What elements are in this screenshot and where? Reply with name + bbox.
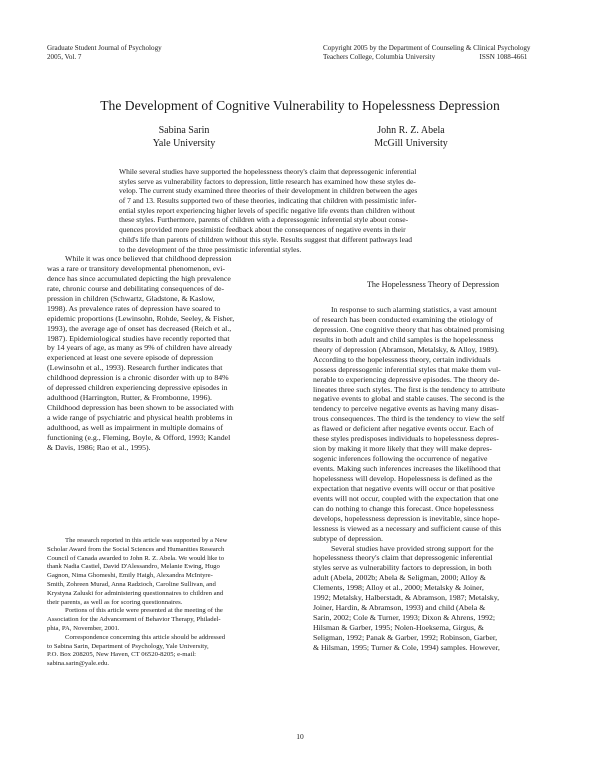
page-number: 10 bbox=[296, 732, 304, 741]
body-text-line: Several studies have provided strong support for the bbox=[331, 543, 494, 553]
body-text-line: Joiner, Hardin, & Abramson, 1993) and child (Abela & bbox=[313, 603, 486, 613]
running-header-left bbox=[47, 44, 162, 62]
body-text-line: adulthood (Harrington, Rutter, & Frombonne, 1996). bbox=[47, 393, 212, 403]
body-text-line: & Hilsman, 1995; Turner & Cole, 1994) samples. However, bbox=[313, 642, 500, 652]
body-text-line: Hilsman & Garber, 1995; Nolen-Hoeksema, Girgus, & bbox=[313, 623, 484, 632]
body-text-line: tendency to perceive negative events as having many disas- bbox=[313, 404, 499, 414]
body-column-right bbox=[313, 305, 553, 653]
body-text-line: expectation that negative events will occur or that positive bbox=[313, 483, 495, 493]
body-text-line: adult (Abela, 2002b; Abela & Seligman, 2000; Alloy & bbox=[313, 573, 486, 583]
body-text-line: subtype of depression. bbox=[313, 533, 383, 543]
body-text-line: sogenic inferences following the occurrence of negative bbox=[313, 454, 488, 464]
body-text-line: trous consequences. The third is the tendency to view the self bbox=[313, 414, 505, 424]
body-text-line: nerable to experiencing depressive episodes. The theory de- bbox=[313, 374, 500, 384]
journal-volume: 2005, Vol. 7 bbox=[47, 53, 82, 61]
body-text-line: adulthood, as well as impairment in multiple domains of bbox=[47, 422, 224, 432]
author-block-2 bbox=[331, 124, 491, 150]
body-text-line: lineates three such styles. The first is the tendency to attribute bbox=[313, 384, 506, 394]
author-affiliation: Yale University bbox=[152, 138, 216, 149]
body-text-line: Clements, 1998; Alloy et al., 2000; Metalsky & Joiner, bbox=[313, 583, 484, 593]
body-text-line: develops, hopelessness depression is inevitable, since hope- bbox=[313, 513, 500, 523]
body-text-line: Sarin, 2002; Cole & Turner, 1993; Dixon & Ahrens, 1992; bbox=[313, 613, 496, 623]
footnote-line: Portions of this article were presented at the meeting of the bbox=[65, 607, 223, 615]
body-text-line: of depressed children experiencing depressive episodes in bbox=[47, 383, 228, 393]
footnote-line: sabina.sarin@yale.edu. bbox=[47, 660, 110, 668]
author-block-1 bbox=[104, 124, 264, 150]
abstract-line: velop. The current study examined three theories of their development in children between the ages bbox=[119, 186, 418, 196]
footnote-line: The research reported in this article was supported by a New bbox=[65, 537, 228, 544]
body-text-line: Seligman, 1992; Panak & Garber, 1992; Robinson, Garber, bbox=[313, 632, 498, 642]
footnote-line: Correspondence concerning this article should be addressed bbox=[65, 633, 226, 641]
abstract-line: to the development of the three pessimistic inferential styles. bbox=[119, 244, 302, 254]
footnote-line: Krystyna Zaluski for administering questionnaires to children and bbox=[47, 589, 224, 597]
body-text-line: According to the hopelessness theory, certain individuals bbox=[313, 354, 491, 364]
author-name: John R. Z. Abela bbox=[377, 125, 445, 136]
body-text-line: a wide range of psychiatric and physical health problems in bbox=[47, 413, 233, 422]
body-text-line: 1998). As prevalence rates of depression have soared to bbox=[47, 303, 221, 313]
footnote-line: P.O. Box 208205, New Haven, CT 06520-8205; e-mail: bbox=[47, 651, 197, 659]
section-heading: The Hopelessness Theory of Depression bbox=[366, 280, 500, 289]
body-text-line: experienced at least one severe episode of depression bbox=[47, 353, 214, 363]
running-header-right bbox=[323, 44, 530, 62]
body-text-line: can do nothing to change this forecast. Once hopelessness bbox=[313, 503, 494, 513]
body-text-line: events will not occur, coupled with the expectation that one bbox=[313, 493, 499, 503]
journal-name: Graduate Student Journal of Psychology bbox=[47, 44, 162, 52]
body-text-line: events. Making such inferences increases the likelihood that bbox=[313, 464, 501, 473]
body-text-line: styles serve as vulnerability factors to depression, in both bbox=[313, 563, 492, 573]
body-text-line: depression. One cognitive theory that has obtained promising bbox=[313, 324, 505, 334]
footnote-line: Association for the Advancement of Behavior Therapy, Philadel- bbox=[47, 616, 221, 624]
body-text-line: results in both adult and child samples is the hopelessness bbox=[313, 334, 494, 344]
body-text-line: these styles predisposes individuals to hopelessness depres- bbox=[313, 434, 499, 444]
body-text-line: Childhood depression has been shown to be associated with bbox=[47, 403, 234, 413]
body-text-line: dence has since accumulated depicting the high prevalence bbox=[47, 273, 231, 283]
body-text-line: was a rare or transitory developmental phenomenon, evi- bbox=[47, 263, 225, 273]
body-text-line: In response to such alarming statistics, a vast amount bbox=[331, 305, 497, 314]
body-text-line: hopelessness will develop. Hopelessness is defined as the bbox=[313, 473, 493, 483]
body-text-line: hopelessness theory's claim that depressogenic inferential bbox=[313, 553, 493, 563]
footnote-line: to Sabina Sarin, Department of Psychology, Yale University, bbox=[47, 642, 209, 650]
body-text-line: 1987). Epidemiological studies have recently reported that bbox=[47, 333, 230, 343]
author-name: Sabina Sarin bbox=[158, 125, 210, 136]
body-text-line: rate, chronic course and debilitating consequences of de- bbox=[47, 283, 225, 293]
footnote-line: phia, PA, November, 2001. bbox=[47, 624, 120, 632]
body-column-left bbox=[47, 254, 287, 453]
body-text-line: theory of depression (Abramson, Metalsky, & Alloy, 1989). bbox=[313, 344, 499, 354]
footnote-line: thank Nadia Castiel, David D'Alessandro, Melanie Ewing, Hugo bbox=[47, 563, 220, 571]
body-text-line: pression in children (Schwartz, Gladstone, & Kaslow, bbox=[47, 293, 215, 303]
body-text-line: (Lewinsohn et al., 1993). Research further indicates that bbox=[47, 363, 223, 373]
abstract-line: of 7 and 13. Results supported two of these theories, indicating that children with pessimistic infer- bbox=[119, 196, 417, 206]
author-note bbox=[47, 537, 287, 669]
body-text-line: of research has been conducted examining the etiology of bbox=[313, 314, 493, 324]
body-text-line: functioning (e.g., Fleming, Boyle, & Offord, 1993; Kandel bbox=[47, 432, 231, 442]
body-text-line: sion by making it more likely that they will make depres- bbox=[313, 444, 492, 454]
footnote-line: Smith, Zohreen Murad, Anna Radzioch, Caroline Sullivan, and bbox=[47, 580, 216, 588]
abstract-line: child's life than parents of children without this style. Results suggest that different pathways lead bbox=[119, 234, 413, 244]
author-affiliation: McGill University bbox=[374, 138, 448, 149]
article-title: The Development of Cognitive Vulnerability to Hopelessness Depression bbox=[100, 98, 500, 113]
footnote-line: Council of Canada awarded to John R. Z. Abela. We would like to bbox=[47, 554, 225, 562]
body-text-line: possess depressogenic inferential styles that make them vul- bbox=[313, 364, 501, 374]
body-text-line: childhood depression is a chronic disorder with up to 84% bbox=[47, 373, 229, 383]
abstract bbox=[119, 167, 480, 254]
body-text-line: 1992; Metalsky, Halberstadt, & Abramson, 1987; Metalsky, bbox=[313, 593, 500, 603]
footnote-line: Gagnon, Nima Ghomeshi, Emily Haigh, Alexandra McIntyre- bbox=[47, 572, 213, 580]
publisher-issn-line: Teachers College, Columbia University ISSN 1088-4661 bbox=[323, 53, 528, 61]
footnote-line: Scholar Award from the Social Sciences and Humanities Research bbox=[47, 545, 225, 553]
abstract-line: styles serve as vulnerability factors to depression, little research has examined how these styles de- bbox=[119, 176, 416, 186]
abstract-line: ential styles report experiencing higher levels of specific negative life events than children without bbox=[119, 205, 415, 215]
abstract-line: these styles. Furthermore, parents of children with a depressogenic inferential style about conse- bbox=[119, 215, 409, 225]
copyright-line: Copyright 2005 by the Department of Counseling & Clinical Psychology bbox=[323, 44, 531, 52]
body-text-line: negative events to global and stable causes. The second is the bbox=[313, 394, 505, 404]
abstract-line: quences provided more pessimistic feedback about the consequences of negative events in their bbox=[119, 225, 406, 235]
body-text-line: epidemic proportions (Lewinsohn, Rohde, Seeley, & Fisher, bbox=[47, 313, 235, 323]
body-text-line: by 14 years of age, as many as 9% of children have already bbox=[47, 343, 233, 353]
body-text-line: lessness is viewed as a necessary and sufficient cause of this bbox=[313, 523, 502, 533]
body-text-line: While it was once believed that childhood depression bbox=[65, 254, 232, 263]
body-text-line: & Davis, 1986; Rao et al., 1995). bbox=[47, 442, 151, 452]
footnote-line: their parents, as well as for scoring questionnaires. bbox=[47, 598, 183, 606]
abstract-line: While several studies have supported the hopelessness theory's claim that depressogenic inferential bbox=[119, 167, 417, 176]
body-text-line: 1993), the average age of onset has decreased (Reich et al., bbox=[47, 323, 232, 333]
body-text-line: as flawed or deficient after negative events occur. Each of bbox=[313, 424, 494, 434]
